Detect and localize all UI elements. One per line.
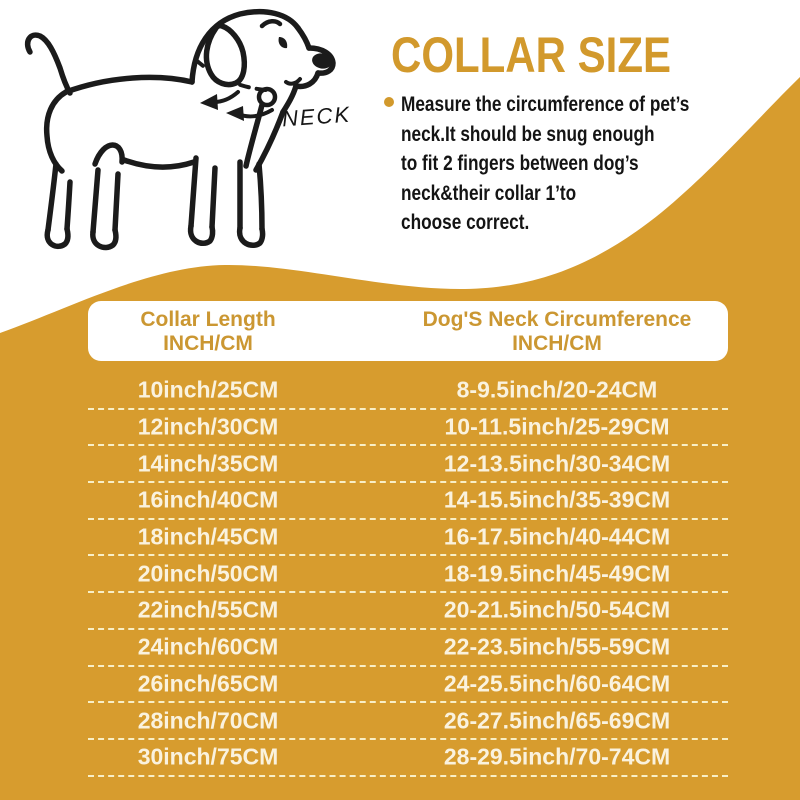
table-row <box>88 630 728 667</box>
instruction-text <box>401 90 689 238</box>
table-row <box>88 520 728 557</box>
instruction-line: to fit 2 fingers between dog’s <box>401 152 639 175</box>
neck-circumference-cell: 18-19.5inch/45-49CM <box>443 560 671 587</box>
neck-circumference-cell: 24-25.5inch/60-64CM <box>443 670 671 697</box>
header-neck-circumference <box>387 308 727 356</box>
collar-length-cell: 30inch/75CM <box>137 743 279 770</box>
size-table-header <box>88 301 728 361</box>
instruction-line: neck&their collar 1’to <box>401 181 577 205</box>
table-row <box>88 703 728 740</box>
table-row <box>88 593 728 630</box>
dog-eye <box>279 37 288 48</box>
header-collar-length-line2: INCH/CM <box>163 332 253 355</box>
table-row <box>88 410 728 447</box>
header-collar-length-line1: Collar Length <box>140 308 276 331</box>
table-row <box>88 446 728 483</box>
neck-circumference-cell: 8-9.5inch/20-24CM <box>456 376 658 403</box>
arrow-head-left <box>200 94 218 110</box>
neck-circumference-cell: 28-29.5inch/70-74CM <box>443 743 671 770</box>
collar-length-cell: 14inch/35CM <box>137 450 279 477</box>
collar-length-cell: 12inch/30CM <box>137 413 279 440</box>
arrow-head-right <box>226 106 244 121</box>
instruction-line: choose correct. <box>401 211 530 234</box>
neck-circumference-cell: 10-11.5inch/25-29CM <box>444 413 670 440</box>
neck-circumference-cell: 16-17.5inch/40-44CM <box>443 523 671 550</box>
dog-line-drawing <box>0 0 370 270</box>
collar-length-cell: 24inch/60CM <box>137 633 279 660</box>
neck-circumference-cell: 14-15.5inch/35-39CM <box>443 486 671 513</box>
header-neck-circumference-line1: Dog'S Neck Circumference <box>422 308 692 331</box>
neck-circumference-cell: 20-21.5inch/50-54CM <box>443 596 671 623</box>
table-row <box>88 373 728 410</box>
table-row <box>88 740 728 777</box>
header-neck-circumference-line2: INCH/CM <box>512 332 602 355</box>
collar-length-cell: 22inch/55CM <box>137 596 279 623</box>
table-row <box>88 483 728 520</box>
collar-length-cell: 10inch/25CM <box>137 376 279 403</box>
header-collar-length <box>88 308 328 356</box>
collar-length-cell: 20inch/50CM <box>137 560 279 587</box>
table-row <box>88 556 728 593</box>
dog-tail <box>28 35 70 93</box>
neck-circumference-cell: 26-27.5inch/65-69CM <box>443 707 671 734</box>
collar-length-cell: 18inch/45CM <box>137 523 279 550</box>
instruction-line: Measure the circumference of pet’s <box>401 93 690 116</box>
collar-length-cell: 16inch/40CM <box>137 486 279 513</box>
dog-ear <box>206 26 244 85</box>
size-table-rows <box>88 373 728 777</box>
neck-circumference-cell: 22-23.5inch/55-59CM <box>443 633 671 660</box>
neck-label: NECK <box>281 101 352 132</box>
collar-length-cell: 28inch/70CM <box>137 707 279 734</box>
instruction-line: neck.It should be snug enough <box>401 122 655 146</box>
bullet-dot <box>384 97 394 107</box>
neck-circumference-cell: 12-13.5inch/30-34CM <box>443 450 671 477</box>
page-title: COLLAR SIZE <box>391 27 671 83</box>
table-row <box>88 667 728 704</box>
collar-length-cell: 26inch/65CM <box>137 670 279 697</box>
